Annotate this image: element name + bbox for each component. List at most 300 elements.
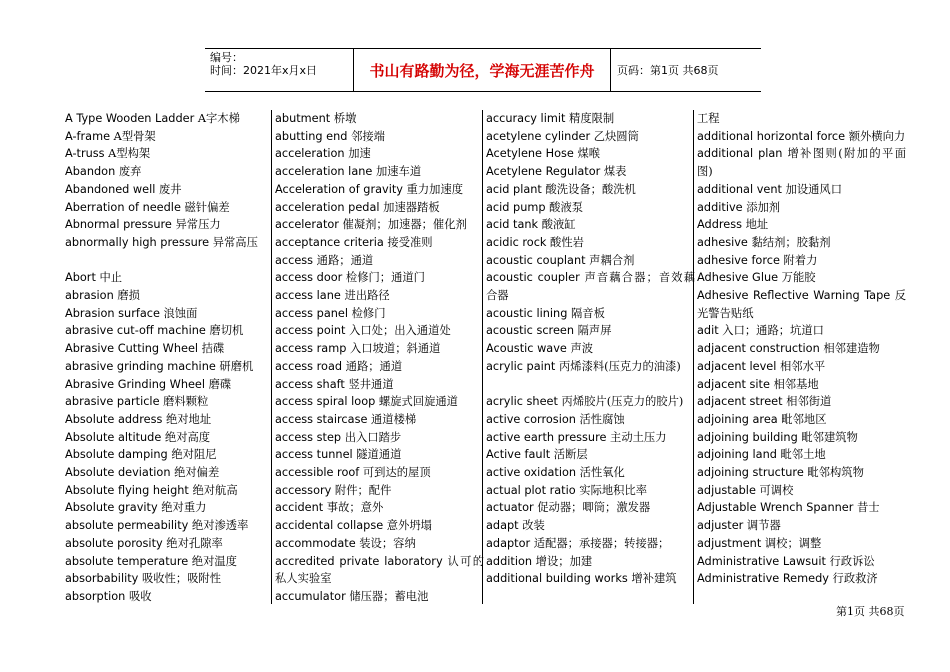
entry-translation: 催凝剂；加速器；催化剂 [342, 218, 467, 232]
entry-term: additional building works [486, 572, 628, 586]
entry-term: accumulator [275, 589, 346, 603]
entry-term: adjustable [697, 483, 756, 497]
entry-term: accommodate [275, 536, 356, 550]
entry-translation: 酸液缸 [541, 218, 576, 232]
glossary-column-1 [65, 110, 274, 604]
entry-term: Absolute altitude [65, 430, 162, 444]
glossary-entry [486, 216, 695, 234]
entry-term: Abrasion surface [65, 306, 160, 320]
entry-translation: 乙炔圆筒 [593, 129, 639, 143]
entry-term: acoustic screen [486, 324, 575, 338]
glossary-entry [697, 340, 906, 358]
entry-translation: 精度限制 [569, 112, 615, 125]
entry-translation: 磨切机 [209, 324, 244, 338]
page-header [205, 48, 761, 92]
entry-translation: 附件；配件 [334, 483, 392, 497]
entry-term: adapt [486, 519, 519, 533]
entry-term: adhesive [697, 235, 748, 249]
glossary-entry [486, 145, 695, 163]
entry-term: additional vent [697, 182, 782, 196]
entry-translation: 螺旋式回旋通道 [378, 395, 458, 409]
entry-translation: 行政诉讼 [829, 554, 875, 568]
glossary-column-3 [486, 110, 695, 604]
glossary-entry [65, 145, 274, 163]
entry-term: Acceleration of gravity [275, 182, 403, 196]
glossary-entry [65, 322, 274, 340]
entry-translation: 调校；调整 [764, 536, 822, 550]
entry-term: addition [486, 554, 533, 568]
entry-translation: 桥墩 [333, 112, 357, 125]
glossary-column-2 [275, 110, 484, 604]
glossary-entry [65, 234, 274, 252]
entry-term: access point [275, 324, 346, 338]
glossary-entry [697, 429, 906, 447]
entry-term: Adhesive Reflective Warning Tape [697, 289, 891, 303]
entry-translation: 适配器；承接器；转接器； [533, 536, 670, 550]
entry-term: abutment [275, 112, 331, 125]
entry-term: Absolute flying height [65, 483, 189, 497]
entry-term: accident [275, 501, 324, 515]
entry-term: access [275, 253, 314, 267]
entry-translation: 额外横向力 [848, 129, 906, 143]
glossary-entry [275, 464, 484, 482]
glossary-entry [275, 553, 484, 588]
entry-translation: 浪蚀面 [163, 306, 198, 320]
entry-term: access road [275, 359, 343, 373]
glossary-entry [486, 322, 695, 340]
entry-translation: 活性腐蚀 [579, 412, 625, 426]
entry-term: acoustic couplant [486, 253, 586, 267]
glossary-entry [275, 482, 484, 500]
entry-translation: 改装 [522, 519, 545, 533]
entry-translation: 毗邻建筑物 [801, 430, 858, 444]
time-label: 时间：2021年x月x日 [210, 64, 318, 77]
entry-term: Absolute damping [65, 448, 168, 462]
entry-term: Administrative Lawsuit [697, 554, 826, 568]
entry-term: acidic rock [486, 235, 547, 249]
entry-term: adjoining structure [697, 466, 804, 480]
entry-translation: 绝对重力 [161, 501, 207, 515]
entry-term: abrasive cut-off machine [65, 324, 206, 338]
glossary-entry [697, 216, 906, 234]
header-motto: 书山有路勤为径，学海无涯苦作舟 [353, 49, 611, 91]
glossary-entry [275, 110, 484, 128]
glossary-entry [275, 446, 484, 464]
glossary-entry [486, 358, 695, 376]
entry-translation: 毗邻构筑物 [807, 466, 864, 480]
glossary-entry [275, 322, 484, 340]
entry-term: additional plan [697, 147, 783, 161]
glossary-entry [275, 128, 484, 146]
entry-translation: 研磨机 [219, 359, 254, 373]
entry-term: acceleration lane [275, 165, 373, 179]
entry-term: Abnormal pressure [65, 218, 172, 232]
entry-term: Adjustable Wrench Spanner [697, 501, 854, 515]
glossary-entry [65, 517, 274, 535]
entry-term: acid pump [486, 200, 546, 214]
glossary-entry [486, 499, 695, 517]
glossary-entry [65, 499, 274, 517]
glossary-entry [486, 199, 695, 217]
entry-term: active corrosion [486, 412, 576, 426]
glossary-entry [486, 553, 695, 571]
entry-translation: A字木梯 [197, 112, 240, 125]
entry-term: access door [275, 271, 343, 285]
entry-term: absorption [65, 589, 126, 603]
glossary-entry [275, 340, 484, 358]
glossary-entry [65, 163, 274, 181]
entry-term: acid tank [486, 218, 539, 232]
entry-translation: 检修门；通道门 [345, 271, 425, 285]
entry-term: adjacent street [697, 395, 783, 409]
glossary-entry [697, 446, 906, 464]
glossary-entry [486, 393, 695, 411]
entry-translation: 绝对高度 [164, 430, 211, 444]
glossary-entry [65, 358, 274, 376]
entry-translation: 隧道通道 [356, 448, 402, 462]
entry-translation: 丙烯漆料(压克力的油漆) [558, 359, 681, 373]
entry-term: acceptance criteria [275, 235, 384, 249]
entry-term: access step [275, 430, 342, 444]
entry-translation: 加速 [348, 147, 371, 161]
glossary-entry [65, 446, 274, 464]
entry-translation: 拮碟 [201, 342, 225, 356]
entry-translation: 煤喉 [577, 147, 601, 161]
glossary-entry [486, 181, 695, 199]
entry-term: active earth pressure [486, 430, 607, 444]
entry-term: A Type Wooden Ladder [65, 112, 195, 125]
entry-term: A-frame [65, 129, 111, 143]
glossary-entry [275, 535, 484, 553]
glossary-entry [486, 110, 695, 128]
entry-term: accelerator [275, 218, 339, 232]
glossary-entry [275, 517, 484, 535]
glossary-entry [697, 482, 906, 500]
entry-translation: 吸收 [128, 589, 152, 603]
glossary-entry [65, 269, 274, 287]
glossary-entry [486, 269, 695, 304]
entry-translation: 检修门 [351, 306, 386, 320]
entry-translation: 反光警告贴纸 [697, 289, 906, 320]
glossary-entry [697, 252, 906, 270]
column-divider [693, 110, 694, 604]
entry-translation: 通路；通道 [345, 359, 403, 373]
glossary-entry [275, 252, 484, 270]
entry-translation: A型构架 [108, 147, 151, 161]
entry-term: abutting end [275, 129, 348, 143]
glossary-entry [697, 358, 906, 376]
entry-translation: 活断层 [553, 448, 588, 462]
entry-translation: 进出路径 [344, 289, 390, 303]
glossary-entry [275, 199, 484, 217]
entry-term: actuator [486, 501, 534, 515]
glossary-entry [275, 216, 484, 234]
entry-translation: 加速器踏板 [383, 200, 440, 214]
glossary-entry [275, 376, 484, 394]
entry-translation: 实际地积比率 [579, 483, 648, 497]
glossary-entry [275, 163, 484, 181]
entry-translation: 事故；意外 [326, 501, 384, 515]
glossary-entry [486, 446, 695, 464]
entry-term: access tunnel [275, 448, 353, 462]
glossary-entry [65, 588, 274, 604]
entry-term: accessory [275, 483, 332, 497]
entry-translation: 磁针偏差 [184, 200, 230, 214]
glossary-entry [275, 145, 484, 163]
glossary-entry [65, 482, 274, 500]
entry-translation: 调节器 [746, 519, 781, 533]
doc-number-label: 编号： [210, 51, 243, 64]
entry-translation: 附着力 [783, 253, 818, 267]
glossary-column-4 [697, 110, 906, 604]
entry-term: Abandon [65, 165, 116, 179]
glossary-entry [65, 340, 274, 358]
glossary-entry [486, 305, 695, 323]
entry-translation: 中止 [99, 271, 123, 285]
glossary-entry [697, 499, 906, 517]
entry-translation: 万能胶 [781, 271, 816, 285]
glossary-entry [486, 411, 695, 429]
entry-term: Address [697, 218, 742, 232]
entry-translation: 酸洗设备；酸洗机 [545, 182, 636, 196]
entry-translation: 行政救济 [832, 572, 878, 586]
entry-translation: 磨碟 [208, 377, 232, 391]
glossary-entry [275, 234, 484, 252]
entry-term: acid plant [486, 182, 542, 196]
entry-translation: 加设通风口 [785, 182, 843, 196]
entry-translation: 出入口踏步 [344, 430, 402, 444]
entry-term: abrasive grinding machine [65, 359, 216, 373]
column-divider [482, 110, 483, 604]
entry-term: Acoustic wave [486, 342, 567, 356]
glossary-entry [275, 305, 484, 323]
header-page-number: 页码：第1页 共68页 [617, 64, 719, 77]
entry-translation: 通路；通道 [316, 253, 374, 267]
entry-term: Adhesive Glue [697, 271, 779, 285]
entry-term: absolute temperature [65, 554, 189, 568]
entry-term: accessible roof [275, 466, 360, 480]
entry-term: Absolute deviation [65, 466, 171, 480]
entry-translation: 异常高压 [212, 235, 258, 249]
entry-term: actual plot ratio [486, 483, 576, 497]
glossary-entry [65, 535, 274, 553]
entry-translation: 增补建筑 [631, 572, 677, 586]
entry-translation: 地址 [745, 218, 769, 232]
entry-term: accredited private laboratory [275, 554, 443, 568]
entry-term: abnormally high pressure [65, 235, 210, 249]
glossary-entry [275, 429, 484, 447]
entry-term: acceleration [275, 147, 345, 161]
page-footer: 第1页 共68页 [836, 605, 905, 618]
glossary-entry [697, 376, 906, 394]
entry-term: Abrasive Grinding Wheel [65, 377, 206, 391]
entry-term: absorbability [65, 572, 139, 586]
glossary-entry [65, 393, 274, 411]
entry-term: Administrative Remedy [697, 572, 829, 586]
glossary-entry [65, 411, 274, 429]
entry-term: accuracy limit [486, 112, 566, 125]
entry-term: abrasive particle [65, 395, 160, 409]
entry-translation: 活性氧化 [579, 466, 625, 480]
entry-translation: 绝对阻尼 [171, 448, 217, 462]
entry-translation: 丙烯胶片(压克力的胶片) [561, 395, 684, 409]
glossary-entry [697, 199, 906, 217]
entry-term: access ramp [275, 342, 347, 356]
entry-term: adjoining area [697, 412, 778, 426]
entry-translation: 储压器；蓄电池 [349, 589, 429, 603]
glossary-entry [486, 252, 695, 270]
glossary-entry [486, 340, 695, 358]
entry-translation: 意外坍塌 [386, 519, 432, 533]
entry-term: access lane [275, 289, 341, 303]
entry-term: acoustic lining [486, 306, 568, 320]
entry-term: adjacent site [697, 377, 770, 391]
entry-term: accidental collapse [275, 519, 384, 533]
entry-term: Abandoned well [65, 182, 156, 196]
entry-term: active oxidation [486, 466, 577, 480]
entry-translation: 毗邻地区 [781, 412, 827, 426]
glossary-entry [275, 287, 484, 305]
entry-translation: 绝对地址 [165, 412, 212, 426]
glossary-entry [65, 287, 274, 305]
glossary-entry [697, 411, 906, 429]
column-divider [271, 110, 272, 604]
entry-translation: 相邻街道 [786, 395, 832, 409]
entry-translation: 黏结剂；胶黏剂 [751, 235, 831, 249]
glossary-entry [486, 570, 695, 588]
glossary-entry [275, 499, 484, 517]
entry-translation: 煤表 [603, 165, 627, 179]
entry-term: adjacent level [697, 359, 777, 373]
glossary-entry [486, 535, 695, 553]
entry-term: access staircase [275, 412, 368, 426]
glossary-entry [697, 145, 906, 180]
entry-translation: 隔音板 [570, 306, 605, 320]
glossary-entry [697, 393, 906, 411]
glossary-entry [486, 482, 695, 500]
glossary-entry [697, 517, 906, 535]
entry-translation: 竖井通道 [348, 377, 394, 391]
entry-translation: 接受准则 [387, 235, 433, 249]
glossary-entry [65, 216, 274, 234]
glossary-entry [275, 358, 484, 376]
entry-spacer [65, 252, 274, 270]
glossary-entry [275, 393, 484, 411]
entry-translation: 声波 [570, 342, 594, 356]
glossary-entry [275, 269, 484, 287]
entry-translation: 酸性岩 [550, 235, 584, 249]
entry-translation: 废井 [159, 182, 182, 196]
entry-term: adjoining land [697, 448, 777, 462]
entry-translation: 绝对偏差 [174, 466, 220, 480]
entry-term: absolute permeability [65, 519, 189, 533]
entry-translation: A型骨架 [113, 129, 156, 143]
glossary-entry [697, 570, 906, 588]
glossary-entry [486, 464, 695, 482]
entry-translation: 绝对航高 [192, 483, 238, 497]
entry-term: Abort [65, 271, 96, 285]
entry-translation: 吸收性；吸附性 [141, 572, 222, 586]
glossary-entry [486, 128, 695, 146]
glossary-entry [65, 305, 274, 323]
glossary-entry [65, 570, 274, 588]
glossary-entry [697, 234, 906, 252]
entry-translation: 磨损 [117, 289, 140, 303]
entry-translation: 增设；加建 [535, 554, 593, 568]
entry-translation: 相邻基地 [773, 377, 819, 391]
entry-term: adhesive force [697, 253, 780, 267]
entry-translation: 绝对孔隙率 [166, 536, 223, 550]
glossary-entry [486, 517, 695, 535]
entry-translation: 绝对温度 [191, 554, 237, 568]
glossary-entry [486, 234, 695, 252]
entry-translation: 昔士 [857, 501, 880, 515]
entry-term: acetylene cylinder [486, 129, 591, 143]
entry-translation: 认可的私人实验室 [275, 554, 484, 586]
glossary-entry [697, 287, 906, 322]
entry-term: access spiral loop [275, 395, 376, 409]
entry-translation: 加速车道 [375, 165, 422, 179]
entry-term: adjacent construction [697, 342, 820, 356]
glossary-entry [65, 110, 274, 128]
entry-translation: 酸液泵 [549, 200, 584, 214]
entry-translation: 隔声屏 [577, 324, 612, 338]
entry-term: Acetylene Hose [486, 147, 574, 161]
glossary-entry [65, 376, 274, 394]
entry-translation: 通道楼梯 [371, 412, 417, 426]
entry-translation: 主动土压力 [610, 430, 667, 444]
glossary-entry [697, 110, 906, 128]
entry-term: Acetylene Regulator [486, 165, 601, 179]
entry-term: Aberration of needle [65, 200, 181, 214]
entry-translation: 工程 [697, 112, 720, 125]
entry-translation: 毗邻土地 [780, 448, 826, 462]
entry-translation: 入口；通路；坑道口 [722, 324, 824, 338]
entry-term: absolute porosity [65, 536, 163, 550]
entry-term: Active fault [486, 448, 551, 462]
entry-translation: 重力加速度 [406, 182, 464, 196]
entry-term: Abrasive Cutting Wheel [65, 342, 199, 356]
entry-translation: 可调校 [759, 483, 794, 497]
entry-translation: 装设；容纳 [359, 536, 416, 550]
glossary-entry [697, 181, 906, 199]
glossary-entry [486, 429, 695, 447]
entry-term: adjoining building [697, 430, 798, 444]
entry-term: additional horizontal force [697, 129, 846, 143]
entry-term: Absolute gravity [65, 501, 158, 515]
entry-term: access shaft [275, 377, 345, 391]
entry-term: additive [697, 200, 743, 214]
glossary-entry [65, 181, 274, 199]
entry-translation: 相邻建造物 [823, 342, 880, 356]
glossary-entry [486, 163, 695, 181]
glossary-entry [275, 588, 484, 604]
entry-translation: 声耦合剂 [589, 253, 635, 267]
entry-translation: 促动器；唧筒；激发器 [537, 501, 651, 515]
entry-translation: 入口处；出入通道处 [349, 324, 451, 338]
entry-term: acrylic sheet [486, 395, 558, 409]
glossary-entry [65, 553, 274, 571]
glossary-entry [697, 322, 906, 340]
glossary-entry [697, 535, 906, 553]
entry-term: adjustment [697, 536, 762, 550]
entry-term: access panel [275, 306, 348, 320]
glossary-entry [65, 429, 274, 447]
glossary-entry [697, 128, 906, 146]
entry-term: Absolute address [65, 412, 163, 426]
entry-translation: 入口坡道；斜通道 [350, 342, 441, 356]
entry-term: acrylic paint [486, 359, 556, 373]
